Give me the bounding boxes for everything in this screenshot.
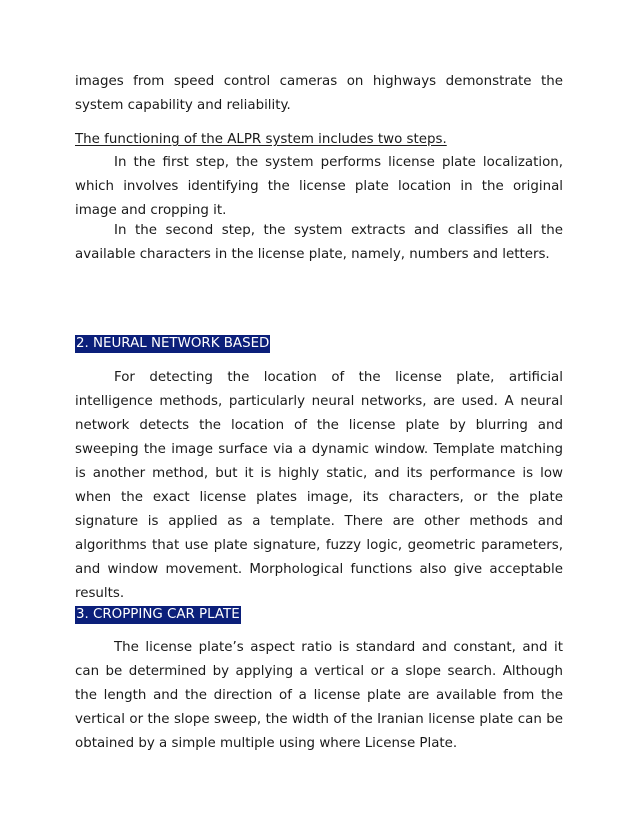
paragraph-step-two: In the second step, the system extracts and classifies all the available characters in the license plate, namely, numbers and letters. <box>75 223 563 262</box>
steps-intro-text: The functioning of the ALPR system includes two steps. <box>75 132 447 147</box>
paragraph-step-one: In the first step, the system performs license plate localization, which involves identifying the license plate location in the original image and cropping it. <box>75 155 563 218</box>
section-heading-neural-network: 2. NEURAL NETWORK BASED <box>76 336 270 351</box>
paragraph-cropping-car-plate: The license plate’s aspect ratio is standard and constant, and it can be determined by applying a vertical or a slope search. Although the length and the direction of a license plate are available from the vertical or the slope sweep, the width of the Iranian license plate can be obtained by a simple multiple using where License Plate. <box>75 640 563 751</box>
paragraph-intro-end: images from speed control cameras on highways demonstrate the system capability and reliability. <box>75 74 563 113</box>
paragraph-neural-network: For detecting the location of the license plate, artificial intelligence methods, particularly neural networks, are used. A neural network detects the location of the license plate by blurring and sweeping the image surface via a dynamic window. Template matching is another method, but it is highly static, and its performance is low when the exact license plates image, its characters, or the plate signature is applied as a template. There are other methods and algorithms that use plate signature, fuzzy logic, geometric parameters, and window movement. Morphological functions also give acceptable results. <box>75 370 563 601</box>
section-heading-cropping-car-plate: 3. CROPPING CAR PLATE <box>76 607 240 622</box>
paragraph-steps-intro <box>75 128 447 152</box>
